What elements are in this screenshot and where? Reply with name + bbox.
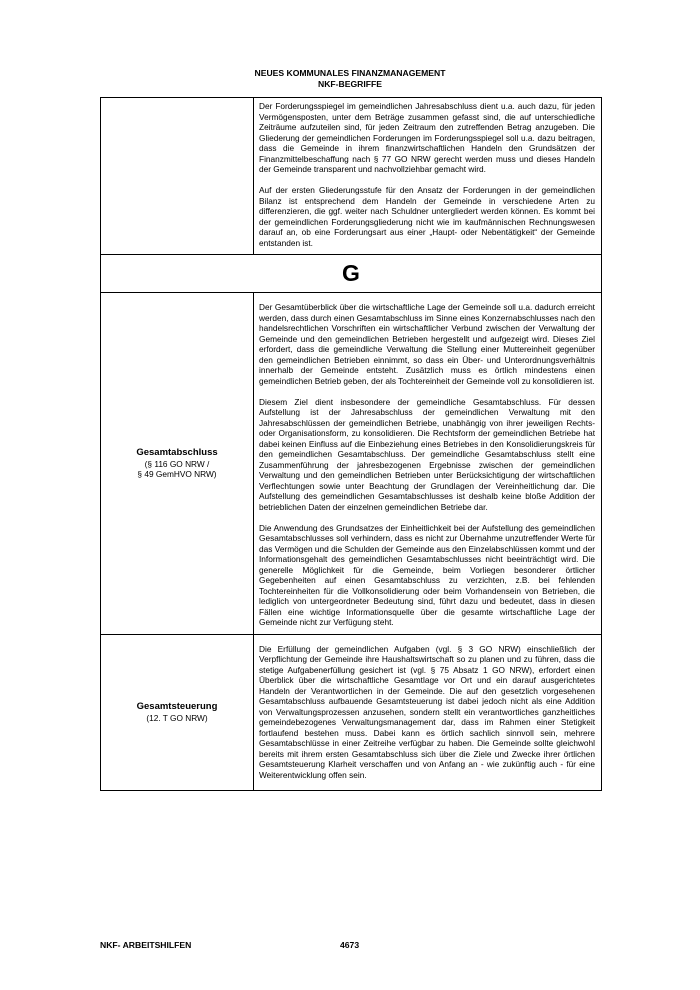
page-number: 4673 (340, 940, 360, 950)
section-letter: G (342, 260, 360, 286)
description-cell (254, 635, 601, 791)
paragraph: Der Gesamtüberblick über die wirtschaftliche Lage der Gemeinde soll u.a. dadurch erreicht werden, dass durch einen Gesamtabschluss im Sinne eines Konzernabschlusses nach den handelsrechtlichen Vorschriften ein wirtschaftlicher Verbund zwischen der Verwaltung der Gemeinde und den gemeindlichen Betrieben hergestellt und aufgezeigt wird. Dieses Ziel erfordert, dass die gemeindliche Verwaltung die Stellung einer Muttereinheit gegenüber den gemeindlichen Betrieben einnimmt, so dass ein Über- und Unterordnungsverhältnis innerhalb der Gemeinde entsteht. Zusätzlich muss es örtlich mindestens einen gemeindlichen Betrieb geben, der als Tochtereinheit der Gemeinde voll zu konsolidieren ist. (259, 302, 595, 386)
paragraph: Die Erfüllung der gemeindlichen Aufgaben (vgl. § 3 GO NRW) einschließlich der Verpflichtung der Gemeinde ihre Haushaltswirtschaft so zu planen und zu führen, dass die stetige Aufgabenerfüllung gesichert ist (vgl. § 75 Absatz 1 GO NRW), erfordert einen Überblick über die wirtschaftliche Gesamtlage vor Ort und ein darauf ausgerichtetes Handeln der Verantwortlichen in der Gemeinde. Die auf den gesetzlich vorgesehenen Gesamtabschluss aufbauende Gesamtsteuerung ist dabei jedoch nicht als eine Addition von Verwaltungsprozessen anzusehen, sondern stellt ein verantwortliches ganzheitliches gemeindebezogenes Verwaltungsmanagement dar, dass im Rahmen einer Stetigkeit fortlaufend bestehen muss. Dabei kann es örtlich sachlich sinnvoll sein, mehrere Gesamtabschlüsse in einer Zeitreihe verfügbar zu haben. Die Gemeinde sollte gleichwohl bereits mit ihrem ersten Gesamtabschluss sich über die Ziele und Zwecke ihrer örtlichen Gesamtsteuerung Klarheit verschaffen und von Anfang an - wie zukünftig auch - für eine Weiterentwicklung offen sein. (259, 643, 595, 780)
description-cell (254, 293, 601, 634)
section-letter-row (101, 254, 601, 293)
term-cell-empty (101, 98, 254, 254)
entry-row-gesamtabschluss (101, 293, 601, 634)
term-reference: (§ 116 GO NRW / (144, 458, 210, 469)
continuation-row (101, 98, 601, 254)
paragraph: Der Forderungsspiegel im gemeindlichen Jahresabschluss dient u.a. auch dazu, für jeden Vermögensposten, unter dem Beträge zusammen gefasst sind, die auf unterschiedliche Zeiträume aufzuteilen sind, für jeden Zeitraum den zutreffenden Betrag anzugeben. Die Gliederung der gemeindlichen Forderungen im Forderungsspiegel soll u.a. dazu beitragen, dass die Gemeinde in ihrem finanzwirtschaftlichen Handeln den Grundsätzen der Finanzmittelbeschaffung nach § 77 GO NRW gerecht werden muss und dieses Handeln der Gemeinde transparent und nachvollziehbar gemacht wird. (259, 101, 595, 174)
term-cell (101, 293, 254, 634)
term-cell (101, 635, 254, 791)
paragraph: Auf der ersten Gliederungsstufe für den Ansatz der Forderungen in der gemeindlichen Bilanz ist entsprechend dem Handeln der Gemeinde in verschiedene Arten zu differenzieren, die ggf. weiter nach Schuldner untergliedert werden können. Es kommt bei der gemeindlichen Forderungsgliederung nicht wie im kaufmännischen Rechnungswesen darauf an, ob eine Forderungsart aus einer „Haupt- oder Nebentätigkeit“ der Gemeinde entstanden ist. (259, 185, 595, 248)
header-title: NEUES KOMMUNALES FINANZMANAGEMENT (254, 68, 446, 78)
glossary-table (100, 97, 602, 791)
page-header (0, 68, 700, 89)
header-subtitle: NKF-BEGRIFFE (318, 78, 382, 89)
term-name: Gesamtabschluss (136, 446, 218, 458)
paragraph: Die Anwendung des Grundsatzes der Einheitlichkeit bei der Aufstellung des gemeindlichen Gesamtabschlusses soll verhindern, dass es nicht zur Übernahme unzutreffender Werte für das Vermögen und die Schulden der Gemeinde aus den Einzelabschlüssen kommt und der Informationsgehalt des gemeindlichen Gesamtabschlusses nicht beeinträchtigt wird. Die generelle Möglichkeit für die Gemeinde, beim Vorliegen besonderer örtlicher Gegebenheiten auf einen Gesamtabschluss zu verzichten, z.B. bei fehlenden Tochtereinheiten für die Vollkonsolidierung oder beim Vorhandensein von Betrieben, die lediglich von untergeordneter Bedeutung sind, führt dazu und bedeutet, dass in diesen Fällen eine wichtige Informationsquelle über die gesamte wirtschaftliche Lage der Gemeinde nicht zur Verfügung steht. (259, 522, 595, 627)
term-reference: § 49 GemHVO NRW) (137, 469, 217, 480)
paragraph: Diesem Ziel dient insbesondere der gemeindliche Gesamtabschluss. Für dessen Aufstellung ist der Jahresabschluss der gemeindlichen Verwaltung mit den Jahresabschlüssen der gemeindlichen Betriebe, unabhängig von ihrer jeweiligen Rechts- oder Organisationsform, zu konsolidieren. Die Rechtsform der gemeindlichen Betriebe hat dabei keinen Einfluss auf die Einbeziehung eines Betriebes in den Konsolidierungskreis für den gemeindlichen Gesamtabschluss. Der gemeindliche Gesamtabschluss stellt eine Zusammenführung der jahresbezogenen Ergebnisse zwischen der gemeindlichen Verwaltung und den gemeindlichen Betrieben unter Berücksichtigung der wirtschaftlichen Verflechtungen sowie unter Beachtung der Grundlagen der Vereinheitlichung dar. Die Aufstellung des gemeindlichen Gesamtabschlusses ist deshalb keine bloße Addition der betrieblichen Daten der einzelnen gemeindlichen Betriebe dar. (259, 396, 595, 512)
term-reference: (12. T GO NRW) (146, 713, 208, 723)
term-name: Gesamtsteuerung (136, 701, 218, 712)
description-cell (254, 98, 601, 254)
footer-title: NKF- ARBEITSHILFEN (100, 940, 192, 950)
entry-row-gesamtsteuerung (101, 634, 601, 791)
